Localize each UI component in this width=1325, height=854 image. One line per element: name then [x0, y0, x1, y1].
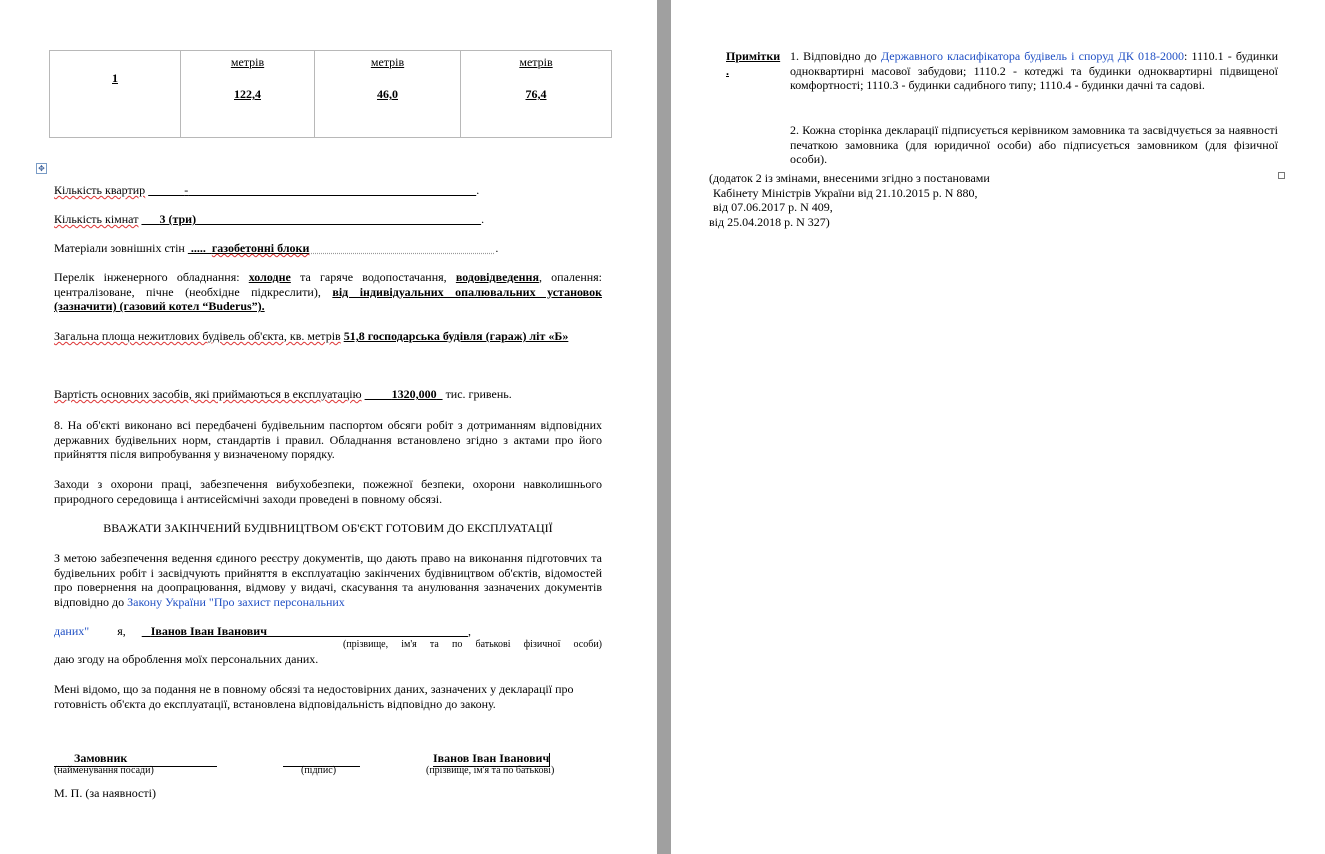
nonres-value: 51,8 господарська будівля (гараж) літ «Б»: [343, 329, 569, 343]
cell-end-mark-icon: [1278, 172, 1285, 179]
amendment-line: від 07.06.2017 р. N 409,: [713, 200, 833, 215]
table-cell-area-2[interactable]: [315, 51, 461, 138]
table-cell-area-3[interactable]: [461, 51, 612, 138]
table-move-handle-icon[interactable]: ✥: [36, 163, 47, 174]
area-value: 46,0: [377, 87, 398, 101]
equip-drain: водовідведення: [455, 270, 539, 284]
rooms-value: 3 (три): [159, 212, 197, 226]
area-value: 122,4: [234, 87, 261, 101]
notes-label-dot: .: [726, 63, 729, 78]
amendment-line: від 25.04.2018 р. N 327): [709, 214, 830, 229]
area-value: 76,4: [525, 87, 547, 101]
consent-name-line[interactable]: даних" я, Іванов Іван Іванович ,: [54, 624, 471, 638]
text-cursor: [549, 753, 550, 766]
equipment-paragraph[interactable]: [54, 270, 602, 314]
consent-i: я,: [117, 624, 126, 638]
rooms-label: Кількість кімнат: [54, 212, 139, 226]
note-1-text: 1. Відповідно до: [790, 49, 877, 63]
nonresidential-area-line[interactable]: [54, 329, 602, 344]
apartments-label: Кількість квартир: [54, 183, 146, 197]
equip-text: та гаряче водопостачання,: [300, 270, 447, 284]
table-number: 1: [112, 71, 118, 85]
signature-role: Замовник: [74, 751, 128, 765]
rooms-line[interactable]: Кількість кімнат 3 (три) .: [54, 212, 485, 226]
amendments[interactable]: [709, 171, 990, 229]
note-1-text: : 1110.1 - будинки одноквартирні масової забудови; 1110.2 - котеджі та будинки одноквартирні підвищеної комфортності; 1110.3 - будинки садибного типу; 1110.4 - будинки дачні та садові.: [790, 49, 1279, 93]
liability-paragraph[interactable]: Мені відомо, що за подання не в повному обсязі та недостовірних даних, зазначених у декларації про готовність об'єкта до експлуатації, встановлена відповідальність відповідно до закону.: [54, 682, 574, 711]
signature-hint: (підпис): [301, 765, 337, 776]
walls-value: газобетонні блоки: [211, 241, 310, 255]
notes-label[interactable]: [726, 49, 780, 78]
areas-table: [49, 50, 612, 138]
equip-text: Перелік інженерного обладнання:: [54, 270, 240, 284]
consent-text: З метою забезпечення ведення єдиного реєстру документів, що дають право на виконання підготовчих та будівельних робіт і засвідчують прийняття в експлуатацію закінчених будівництвом об'єктів, відомостей про повернення на доопрацювання, відмову у видачі, скасування та анулювання зазначених документів відповідно до: [54, 551, 602, 609]
table-cell-area-1[interactable]: [181, 51, 315, 138]
consent-paragraph[interactable]: [54, 551, 602, 609]
walls-line[interactable]: Матеріали зовнішніх стін ..... газобетонні блоки .: [54, 241, 499, 255]
cost-line[interactable]: [54, 387, 602, 402]
stamp-label[interactable]: М. П. (за наявності): [54, 786, 156, 800]
unit-label: метрів: [519, 55, 553, 69]
law-link[interactable]: Закону України "Про захист персональних: [127, 594, 345, 609]
amendment-line: Кабінету Міністрів України від 21.10.2015 р. N 880,: [713, 185, 978, 200]
document-page-2: [671, 0, 1325, 854]
note-1[interactable]: [790, 49, 1278, 93]
unit-label: метрів: [230, 55, 265, 69]
walls-label: Матеріали зовнішніх стін: [54, 241, 185, 255]
notes-label-text: Примітки: [726, 49, 781, 63]
safety-paragraph[interactable]: Заходи з охорони праці, забезпечення вибухобезпеки, пожежної безпеки, охорони навколишнього природного середовища і антисейсмічні заходи проведені в повному обсязі.: [54, 477, 602, 506]
note-2[interactable]: 2. Кожна сторінка декларації підписується керівником замовника та засвідчується за наявності печаткою замовника (для юридичної особи) або підписується замовником (для фізичної особи).: [790, 123, 1278, 167]
classifier-link[interactable]: Державного класифікатора будівель і споруд ДК 018-2000: [880, 49, 1185, 63]
signature-role-hint: (найменування посади): [54, 765, 154, 776]
cost-label: Вартість основних засобів, які приймаються в експлуатацію: [54, 387, 362, 401]
nonres-label: Загальна площа нежитлових будівель об'єкта, кв. метрів: [54, 329, 341, 343]
cost-unit: тис. гривень.: [445, 387, 512, 401]
equip-individual: від індивідуальних опалювальних установок (зазначити) (газовий котел “Buderus”).: [54, 284, 602, 314]
unit-label: метрів: [370, 55, 405, 69]
consent-end[interactable]: даю згоду на оброблення моїх персональних даних.: [54, 652, 319, 666]
cost-value: 1320,000: [391, 387, 437, 401]
apartments-line[interactable]: Кількість квартир - .: [54, 183, 480, 197]
consent-name: Іванов Іван Іванович: [150, 624, 267, 638]
document-page-1: [0, 0, 657, 854]
signature-name: Іванов Іван Іванович: [433, 751, 550, 765]
equip-text: , опалення: централізоване, пічне (необхідне підкреслити),: [54, 270, 603, 299]
consent-name-hint: (прізвище, ім'я та по батькові фізичної особи): [343, 639, 602, 650]
table-cell-number[interactable]: [50, 51, 181, 138]
paragraph-8[interactable]: 8. На об'єкті виконано всі передбачені будівельним паспортом обсяги робіт з дотриманням відповідних державних будівельних норм, стандартів і правил. Обладнання встановлено згідно з актами про його прийняття після випробування у визначеному порядку.: [54, 418, 602, 462]
law-link-end[interactable]: даних": [54, 624, 90, 638]
equip-cold: холодне: [248, 270, 291, 284]
decision-heading[interactable]: ВВАЖАТИ ЗАКІНЧЕНИЙ БУДІВНИЦТВОМ ОБ'ЄКТ ГОТОВИМ ДО ЕКСПЛУАТАЦІЇ: [103, 521, 553, 535]
signature-name-hint: (прізвище, ім'я та по батькові): [426, 765, 555, 776]
amendment-line: (додаток 2 із змінами, внесеними згідно з постановами: [709, 171, 990, 185]
apartments-value: -: [184, 183, 189, 197]
